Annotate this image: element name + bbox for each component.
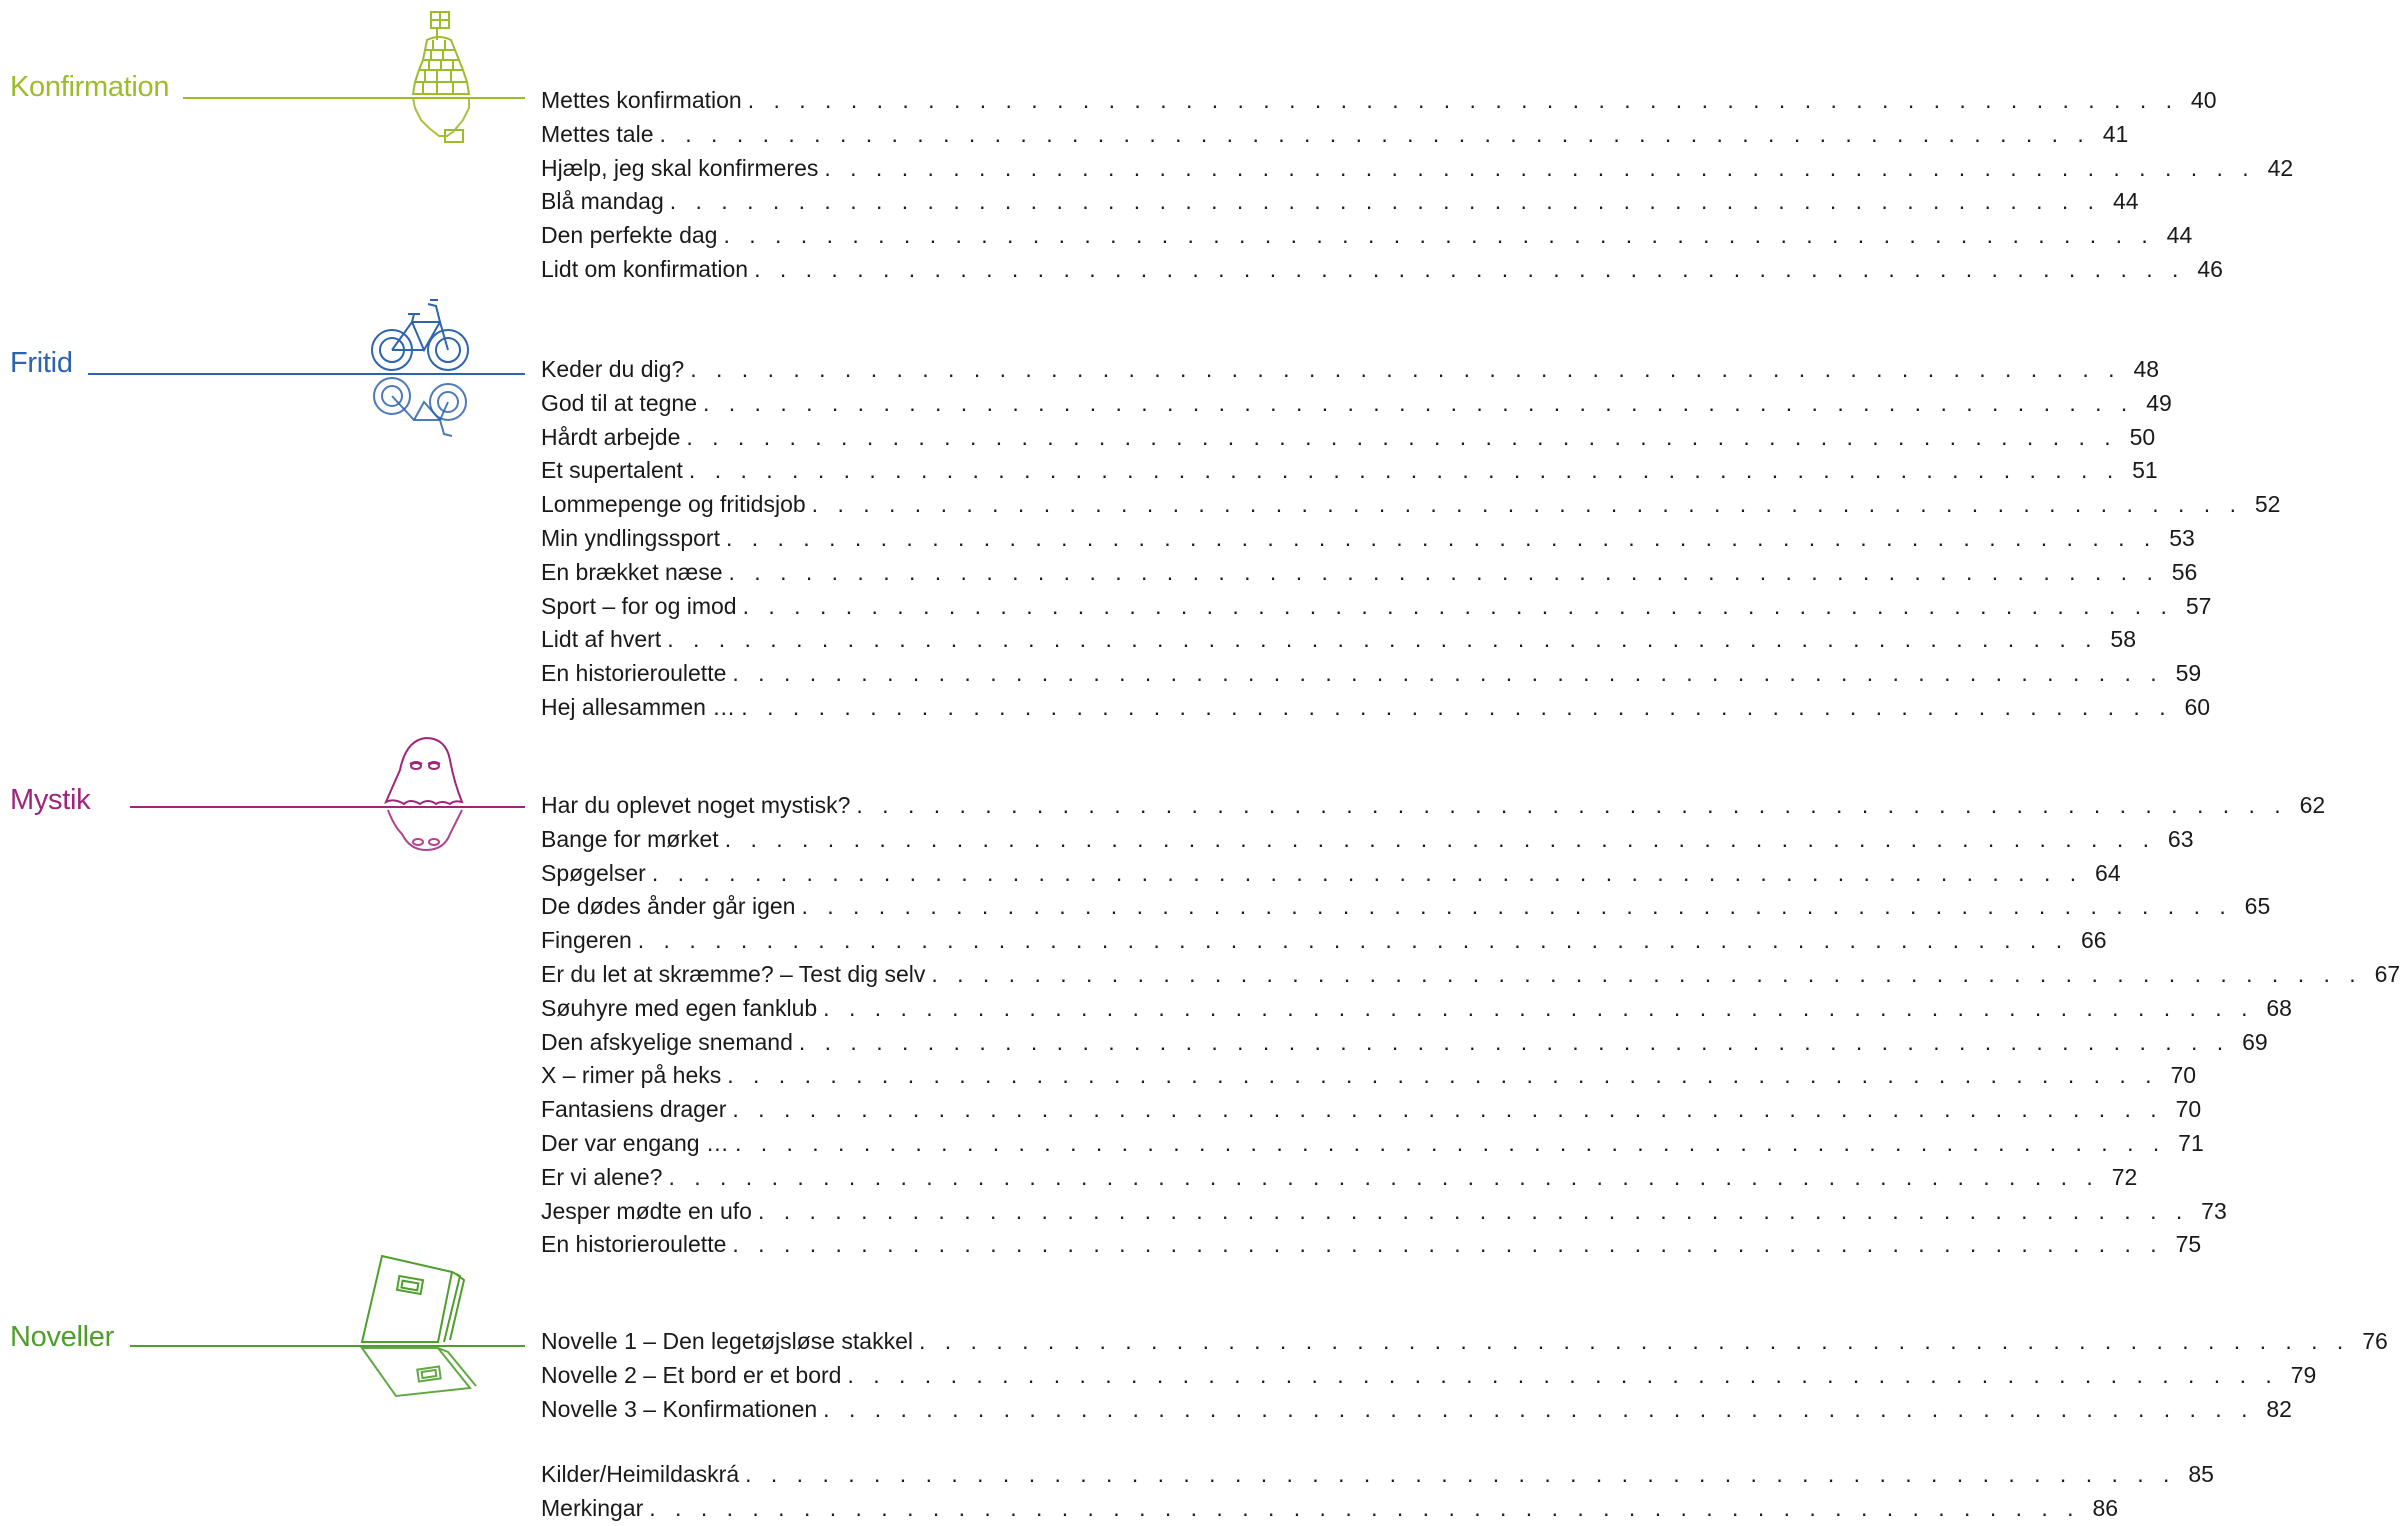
- toc-entry-page: 64: [2095, 859, 2121, 886]
- toc-entry[interactable]: [541, 1127, 2204, 1161]
- toc-entry-page: 79: [2290, 1361, 2317, 1388]
- toc-list: [541, 1325, 2388, 1426]
- section-title: Konfirmation: [10, 71, 170, 103]
- toc-entry-page: 72: [2111, 1163, 2138, 1190]
- toc-entry-title: Søuhyre med egen fanklub: [541, 994, 818, 1021]
- toc-entry-page: 68: [2266, 994, 2292, 1021]
- toc-entry[interactable]: [541, 1359, 2317, 1393]
- toc-entry-page: 86: [2092, 1494, 2119, 1521]
- toc-entry-page: 76: [2362, 1328, 2388, 1354]
- cake-tower-icon: [403, 8, 483, 148]
- toc-entry-title: Er vi alene?: [541, 1163, 663, 1190]
- toc-entry-title: Sport – for og imod: [541, 592, 737, 619]
- dot-leader: . . . . . . . . . . . . . . . . . . . . . . . . . . . . . . . . . . . . . . . . . . . . . . . . . . . . . . . .: [703, 389, 2134, 416]
- toc-entry-page: 63: [2167, 825, 2194, 852]
- toc-entry-title: Kilder/Heimildaskrá: [541, 1461, 740, 1487]
- dot-leader: . . . . . . . . . . . . . . . . . . . . . . . . . . . . . . . . . . . . . . . . . . . . . . . . . . . . . . . .: [651, 859, 2083, 886]
- toc-entry[interactable]: [541, 522, 2195, 556]
- toc-entry-title: Fingeren: [541, 927, 632, 954]
- toc-entry[interactable]: [541, 118, 2129, 152]
- toc-entry[interactable]: [541, 691, 2211, 725]
- section-title: Mystik: [10, 784, 91, 816]
- toc-entry-page: 71: [2178, 1129, 2204, 1156]
- toc-entry-page: 59: [2175, 660, 2202, 687]
- dot-leader: . . . . . . . . . . . . . . . . . . . . . . . . . . . . . . . . . . . . . . . . . . . . . . . . . . . . . . . .: [690, 356, 2122, 382]
- toc-entry[interactable]: [541, 590, 2212, 624]
- toc-entry-title: Novelle 1 – Den legetøjsløse stakkel: [541, 1328, 913, 1354]
- toc-entry[interactable]: [541, 387, 2172, 421]
- toc-entry[interactable]: [541, 219, 2193, 253]
- toc-entry-page: 70: [2170, 1062, 2197, 1089]
- toc-entry[interactable]: [541, 556, 2198, 590]
- toc-entry[interactable]: [541, 1325, 2388, 1359]
- toc-entry[interactable]: [541, 1161, 2138, 1195]
- toc-entry-page: 73: [2201, 1197, 2227, 1224]
- dot-leader: . . . . . . . . . . . . . . . . . . . . . . . . . . . . . . . . . . . . . . . . . . . . . . . . . . . . . . . .: [919, 1328, 2350, 1354]
- toc-entry[interactable]: [541, 623, 2136, 657]
- toc-entry-page: 41: [2102, 120, 2129, 147]
- appendix-list: [541, 1458, 2214, 1526]
- toc-list: [541, 353, 2281, 725]
- toc-entry-page: 50: [2129, 423, 2156, 450]
- dot-leader: . . . . . . . . . . . . . . . . . . . . . . . . . . . . . . . . . . . . . . . . . . . . . . . . . . . . . . . .: [931, 960, 2363, 987]
- dot-leader: . . . . . . . . . . . . . . . . . . . . . . . . . . . . . . . . . . . . . . . . . . . . . . . . . . . . . . . .: [734, 1129, 2166, 1156]
- toc-entry-title: En historieroulette: [541, 1231, 727, 1258]
- toc-entry[interactable]: [541, 992, 2292, 1026]
- toc-entry-page: 60: [2184, 693, 2211, 720]
- toc-entry-page: 44: [2112, 188, 2139, 215]
- dot-leader: . . . . . . . . . . . . . . . . . . . . . . . . . . . . . . . . . . . . . . . . . . . . . . . . . . . . . . . .: [732, 660, 2164, 687]
- toc-entry-page: 75: [2175, 1231, 2202, 1258]
- toc-entry-page: 49: [2146, 389, 2172, 416]
- toc-entry[interactable]: [541, 353, 2160, 387]
- toc-entry-title: En brækket næse: [541, 558, 723, 585]
- toc-entry-page: 62: [2299, 792, 2326, 818]
- toc-entry[interactable]: [541, 1458, 2214, 1492]
- toc-entry-title: Min yndlingssport: [541, 524, 720, 551]
- dot-leader: . . . . . . . . . . . . . . . . . . . . . . . . . . . . . . . . . . . . . . . . . . . . . . . . . . . . . . . .: [688, 457, 2120, 484]
- bicycle-icon: [368, 292, 478, 442]
- toc-entry[interactable]: [541, 185, 2139, 219]
- toc-entry[interactable]: [541, 1393, 2292, 1427]
- dot-leader: . . . . . . . . . . . . . . . . . . . . . . . . . . . . . . . . . . . . . . . . . . . . . . . . . . . . . . . .: [856, 792, 2288, 818]
- dot-leader: . . . . . . . . . . . . . . . . . . . . . . . . . . . . . . . . . . . . . . . . . . . . . . . . . . . . . . . .: [732, 1096, 2164, 1123]
- toc-entry-title: Et supertalent: [541, 457, 683, 484]
- toc-entry[interactable]: [541, 1059, 2197, 1093]
- dot-leader: . . . . . . . . . . . . . . . . . . . . . . . . . . . . . . . . . . . . . . . . . . . . . . . . . . . . . . . .: [732, 1231, 2164, 1258]
- toc-entry-title: Mettes konfirmation: [541, 87, 742, 113]
- toc-entry-title: Blå mandag: [541, 188, 664, 215]
- dot-leader: . . . . . . . . . . . . . . . . . . . . . . . . . . . . . . . . . . . . . . . . . . . . . . . . . . . . . . . .: [727, 1062, 2159, 1089]
- dot-leader: . . . . . . . . . . . . . . . . . . . . . . . . . . . . . . . . . . . . . . . . . . . . . . . . . . . . . . . .: [745, 1461, 2176, 1487]
- toc-entry[interactable]: [541, 152, 2294, 186]
- dot-leader: . . . . . . . . . . . . . . . . . . . . . . . . . . . . . . . . . . . . . . . . . . . . . . . . . . . . . . . .: [649, 1494, 2081, 1521]
- toc-entry-title: Keder du dig?: [541, 356, 685, 382]
- toc-entry-title: Fantasiens drager: [541, 1096, 727, 1123]
- dot-leader: . . . . . . . . . . . . . . . . . . . . . . . . . . . . . . . . . . . . . . . . . . . . . . . . . . . . . . . .: [847, 1361, 2279, 1388]
- toc-entry-title: X – rimer på heks: [541, 1062, 722, 1089]
- section-title: Noveller: [10, 1321, 114, 1353]
- toc-entry-page: 82: [2266, 1395, 2292, 1422]
- dot-leader: . . . . . . . . . . . . . . . . . . . . . . . . . . . . . . . . . . . . . . . . . . . . . . . . . . . . . . . .: [823, 994, 2254, 1021]
- toc-entry-page: 70: [2175, 1096, 2202, 1123]
- toc-entry-page: 66: [2081, 927, 2107, 954]
- toc-entry-title: De dødes ånder går igen: [541, 893, 796, 920]
- toc-entry-title: Novelle 2 – Et bord er et bord: [541, 1361, 842, 1388]
- toc-entry-title: En historieroulette: [541, 660, 727, 687]
- dot-leader: . . . . . . . . . . . . . . . . . . . . . . . . . . . . . . . . . . . . . . . . . . . . . . . . . . . . . . . .: [667, 626, 2098, 653]
- dot-leader: . . . . . . . . . . . . . . . . . . . . . . . . . . . . . . . . . . . . . . . . . . . . . . . . . . . . . . . .: [747, 87, 2179, 113]
- toc-entry[interactable]: [541, 823, 2194, 857]
- toc-entry-page: 65: [2244, 893, 2271, 920]
- toc-entry-page: 56: [2171, 558, 2198, 585]
- book-icon: [352, 1250, 482, 1400]
- toc-entry-title: Hårdt arbejde: [541, 423, 681, 450]
- toc-entry[interactable]: [541, 84, 2217, 118]
- toc-entry-title: Hej allesammen …: [541, 693, 736, 720]
- toc-entry[interactable]: [541, 890, 2271, 924]
- dot-leader: . . . . . . . . . . . . . . . . . . . . . . . . . . . . . . . . . . . . . . . . . . . . . . . . . . . . . . . .: [742, 592, 2174, 619]
- dot-leader: . . . . . . . . . . . . . . . . . . . . . . . . . . . . . . . . . . . . . . . . . . . . . . . . . . . . . . . .: [668, 1163, 2100, 1190]
- dot-leader: . . . . . . . . . . . . . . . . . . . . . . . . . . . . . . . . . . . . . . . . . . . . . . . . . . . . . . . .: [757, 1197, 2189, 1224]
- toc-entry-page: 69: [2242, 1028, 2268, 1055]
- dot-leader: . . . . . . . . . . . . . . . . . . . . . . . . . . . . . . . . . . . . . . . . . . . . . . . . . . . . . . . .: [686, 423, 2118, 450]
- toc-entry-page: 46: [2197, 255, 2223, 282]
- dot-leader: . . . . . . . . . . . . . . . . . . . . . . . . . . . . . . . . . . . . . . . . . . . . . . . . . . . . . . . .: [637, 927, 2069, 954]
- dot-leader: . . . . . . . . . . . . . . . . . . . . . . . . . . . . . . . . . . . . . . . . . . . . . . . . . . . . . . . .: [723, 222, 2155, 249]
- toc-entry-title: Den perfekte dag: [541, 222, 718, 249]
- dot-leader: . . . . . . . . . . . . . . . . . . . . . . . . . . . . . . . . . . . . . . . . . . . . . . . . . . . . . . . .: [669, 188, 2101, 215]
- toc-entry-title: Er du let at skræmme? – Test dig selv: [541, 960, 926, 987]
- toc-entry[interactable]: [541, 1093, 2202, 1127]
- toc-entry[interactable]: [541, 924, 2107, 958]
- toc-entry[interactable]: [541, 857, 2121, 891]
- dot-leader: . . . . . . . . . . . . . . . . . . . . . . . . . . . . . . . . . . . . . . . . . . . . . . . . . . . . . . . .: [725, 524, 2157, 551]
- toc-entry-title: Har du oplevet noget mystisk?: [541, 792, 851, 818]
- toc-entry[interactable]: [541, 253, 2223, 287]
- toc-entry-title: Lidt af hvert: [541, 626, 662, 653]
- toc-entry[interactable]: [541, 1026, 2268, 1060]
- toc-entry-title: Novelle 3 – Konfirmationen: [541, 1395, 818, 1422]
- toc-entry-page: 48: [2133, 356, 2160, 382]
- dot-leader: . . . . . . . . . . . . . . . . . . . . . . . . . . . . . . . . . . . . . . . . . . . . . . . . . . . . . . . .: [824, 154, 2256, 181]
- toc-entry-page: 42: [2267, 154, 2294, 181]
- toc-entry[interactable]: [541, 789, 2326, 823]
- toc-entry-title: Den afskyelige snemand: [541, 1028, 793, 1055]
- toc-entry-title: Der var engang …: [541, 1129, 729, 1156]
- toc-entry-page: 53: [2169, 524, 2195, 551]
- toc-entry-page: 51: [2132, 457, 2158, 484]
- toc-entry-page: 52: [2254, 491, 2281, 518]
- toc-entry-title: Lidt om konfirmation: [541, 255, 749, 282]
- toc-entry[interactable]: [541, 657, 2202, 691]
- toc-entry[interactable]: [541, 421, 2156, 455]
- dot-leader: . . . . . . . . . . . . . . . . . . . . . . . . . . . . . . . . . . . . . . . . . . . . . . . . . . . . . . . .: [811, 491, 2243, 518]
- toc-entry[interactable]: [541, 1195, 2227, 1229]
- toc-entry-title: Jesper mødte en ufo: [541, 1197, 752, 1224]
- dot-leader: . . . . . . . . . . . . . . . . . . . . . . . . . . . . . . . . . . . . . . . . . . . . . . . . . . . . . . . .: [724, 825, 2156, 852]
- toc-entry-page: 57: [2185, 592, 2212, 619]
- toc-entry-title: Spøgelser: [541, 859, 646, 886]
- toc-entry[interactable]: [541, 1492, 2119, 1526]
- toc-entry-page: 67: [2374, 960, 2400, 987]
- toc-entry-page: 58: [2110, 626, 2136, 653]
- toc-entry-title: Bange for mørket: [541, 825, 719, 852]
- dot-leader: . . . . . . . . . . . . . . . . . . . . . . . . . . . . . . . . . . . . . . . . . . . . . . . . . . . . . . . .: [728, 558, 2160, 585]
- dot-leader: . . . . . . . . . . . . . . . . . . . . . . . . . . . . . . . . . . . . . . . . . . . . . . . . . . . . . . . .: [741, 693, 2173, 720]
- toc-entry-title: Hjælp, jeg skal konfirmeres: [541, 154, 819, 181]
- dot-leader: . . . . . . . . . . . . . . . . . . . . . . . . . . . . . . . . . . . . . . . . . . . . . . . . . . . . . . . .: [801, 893, 2233, 920]
- toc-entry-title: Merkingar: [541, 1494, 644, 1521]
- dot-leader: . . . . . . . . . . . . . . . . . . . . . . . . . . . . . . . . . . . . . . . . . . . . . . . . . . . . . . . .: [659, 120, 2091, 147]
- toc-entry-title: God til at tegne: [541, 389, 697, 416]
- toc-entry-page: 40: [2190, 87, 2217, 113]
- toc-entry[interactable]: [541, 454, 2158, 488]
- dot-leader: . . . . . . . . . . . . . . . . . . . . . . . . . . . . . . . . . . . . . . . . . . . . . . . . . . . . . . . .: [754, 255, 2185, 282]
- toc-entry[interactable]: [541, 488, 2281, 522]
- toc-entry-title: Mettes tale: [541, 120, 654, 147]
- dot-leader: . . . . . . . . . . . . . . . . . . . . . . . . . . . . . . . . . . . . . . . . . . . . . . . . . . . . . . . .: [823, 1395, 2254, 1422]
- toc-entry[interactable]: [541, 1228, 2202, 1262]
- toc-entry[interactable]: [541, 958, 2400, 992]
- section-title: Fritid: [10, 347, 73, 379]
- toc-list: [541, 789, 2400, 1262]
- toc-list: [541, 84, 2294, 287]
- ghost-icon: [380, 730, 470, 860]
- dot-leader: . . . . . . . . . . . . . . . . . . . . . . . . . . . . . . . . . . . . . . . . . . . . . . . . . . . . . . . .: [798, 1028, 2230, 1055]
- toc-entry-page: 44: [2166, 222, 2193, 249]
- toc-entry-page: 85: [2188, 1461, 2214, 1487]
- toc-entry-title: Lommepenge og fritidsjob: [541, 491, 806, 518]
